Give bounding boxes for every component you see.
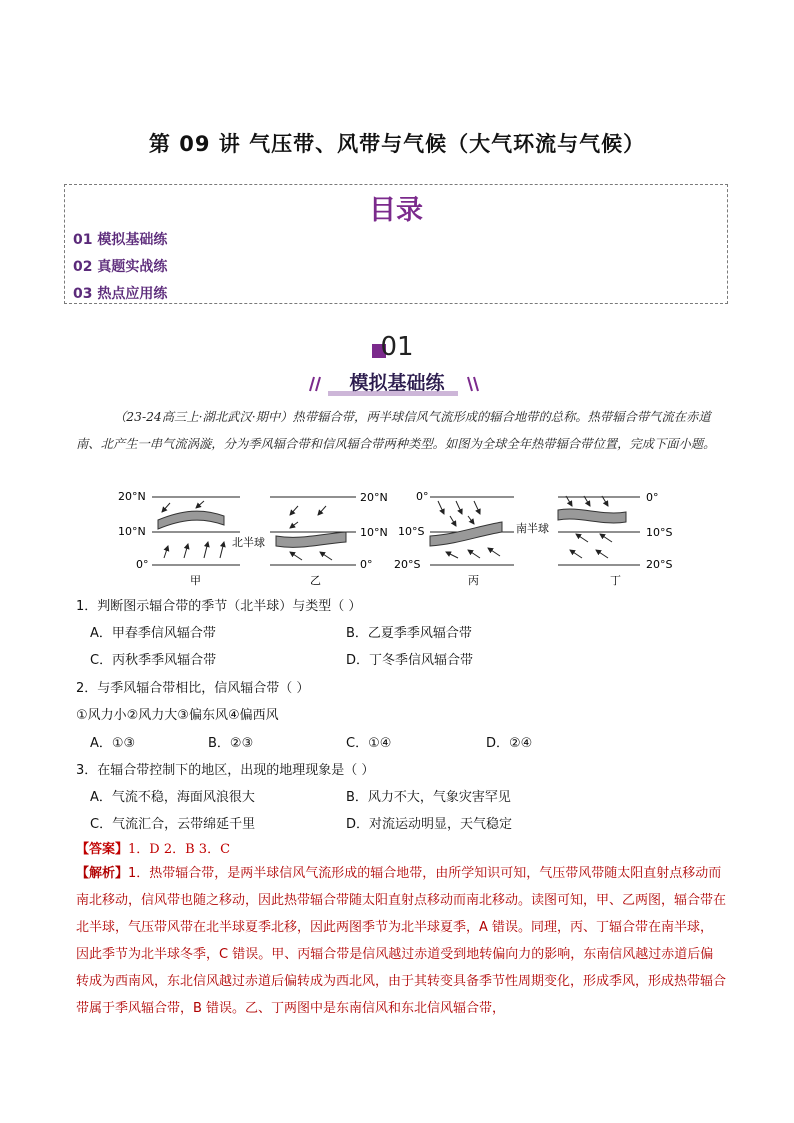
panel-bing-bottom-label: 20°S: [394, 558, 421, 571]
panel-yi: [270, 491, 388, 587]
intro-paragraph: （23-24高三上·湖北武汉·期中）热带辐合带，两半球信风气流形成的辐合地带的总称。热带辐合带气流在赤道南、北产生一串气流涡漩，分为季风辐合带和信风辐合带两种类型。如图为全球全年热带辐合带位置，完成下面小题。: [76, 410, 716, 451]
question-3-option-c[interactable]: C．气流汇合，云带绵延千里: [90, 817, 256, 832]
explanation-tag: 【解析】: [76, 866, 129, 881]
panel-jia-top-label: 20°N: [118, 490, 146, 503]
explanation-block: [76, 860, 726, 1022]
question-3-option-a[interactable]: A．气流不稳，海面风浪很大: [90, 790, 255, 805]
answer-line: [76, 838, 230, 857]
itcz-figure: [112, 488, 692, 588]
question-3-stem: 3．在辐合带控制下的地区，出现的地理现象是（ ）: [76, 763, 375, 778]
toc-item-2[interactable]: 02 真题实战练: [73, 259, 168, 275]
question-1-stem: 1．判断图示辐合带的季节（北半球）与类型（ ）: [76, 599, 362, 614]
panel-yi-itcz-band: [276, 532, 346, 547]
explanation-text: 1．热带辐合带，是两半球信风气流形成的辐合地带，由所学知识可知，气压带风带随太阳直射点移动而南北移动，信风带也随之移动，因此热带辐合带随太阳直射点移动而南北移动。读图可知，甲、乙两图，辐合带在北半球，气压带风带在北半球夏季北移，因此两图季节为北半球夏季，A 错误。同理，丙、丁辐合带在南半球，因此季节为北半球冬季，C 错误。甲、丙辐合带是信风越过赤道受到地转偏向力的影响，东南信风越过赤道后偏转成为西南风，东北信风越过赤道后偏转成为西北风，由于其转变具备季节性周期变化，形成季风，形成热带辐合带属于季风辐合带，B 错误。乙、丁两图中是东南信风和东北信风辐合带，: [76, 866, 727, 1016]
toc-item-1[interactable]: 01 模拟基础练: [73, 232, 168, 248]
south-hemisphere-label: 南半球: [516, 522, 549, 535]
panel-ding-name: 丁: [610, 574, 621, 587]
north-hemisphere-label: 北半球: [232, 536, 265, 549]
panel-jia-itcz-band: [158, 511, 224, 529]
panel-bing-mid-label: 10°S: [398, 525, 425, 538]
question-3-option-b[interactable]: B．风力不大，气象灾害罕见: [346, 790, 511, 805]
panel-ding-itcz-band: [558, 509, 626, 523]
answer-tag: 【答案】: [76, 842, 129, 857]
question-1-option-a[interactable]: A．甲春季信风辐合带: [90, 626, 216, 641]
page-title: 第 09 讲 气压带、风带与气候（大气环流与气候）: [148, 132, 646, 156]
panel-yi-top-label: 20°N: [360, 491, 388, 504]
panel-yi-bottom-label: 0°: [360, 558, 373, 571]
panel-yi-mid-label: 10°N: [360, 526, 388, 539]
panel-bing-top-label: 0°: [416, 490, 429, 503]
question-1-option-d[interactable]: D．丁冬季信风辐合带: [346, 653, 474, 668]
section-number: 01: [380, 332, 414, 362]
panel-bing: [394, 490, 514, 587]
question-2-option-a[interactable]: A．①③: [90, 736, 136, 751]
toc-item-3[interactable]: 03 热点应用练: [73, 286, 168, 302]
toc-heading: 目录: [369, 195, 423, 226]
panel-bing-itcz-band: [430, 522, 502, 546]
panel-jia-mid-label: 10°N: [118, 525, 146, 538]
panel-jia-name: 甲: [190, 574, 201, 587]
panel-ding: [558, 491, 672, 587]
question-2-option-b[interactable]: B．②③: [208, 736, 254, 751]
table-of-contents: [64, 184, 728, 304]
question-2-option-d[interactable]: D．②④: [486, 736, 533, 751]
question-3-option-d[interactable]: D．对流运动明显，天气稳定: [346, 817, 513, 832]
answer-text: 1．D 2．B 3．C: [128, 842, 231, 857]
panel-ding-bottom-label: 20°S: [646, 558, 673, 571]
panel-ding-top-label: 0°: [646, 491, 659, 504]
panel-jia-bottom-label: 0°: [136, 558, 149, 571]
question-2-stem: 2．与季风辐合带相比，信风辐合带（ ）: [76, 681, 310, 696]
section-label: 模拟基础练: [349, 372, 445, 394]
question-1-option-c[interactable]: C．丙秋季季风辐合带: [90, 653, 217, 668]
question-2-option-c[interactable]: C．①④: [346, 736, 392, 751]
panel-yi-name: 乙: [310, 574, 321, 587]
panel-jia: [118, 490, 240, 587]
question-1-option-b[interactable]: B．乙夏季季风辐合带: [346, 626, 472, 641]
panel-bing-name: 丙: [468, 574, 479, 587]
panel-ding-mid-label: 10°S: [646, 526, 673, 539]
question-2-choices: ①风力小②风力大③偏东风④偏西风: [76, 708, 279, 723]
